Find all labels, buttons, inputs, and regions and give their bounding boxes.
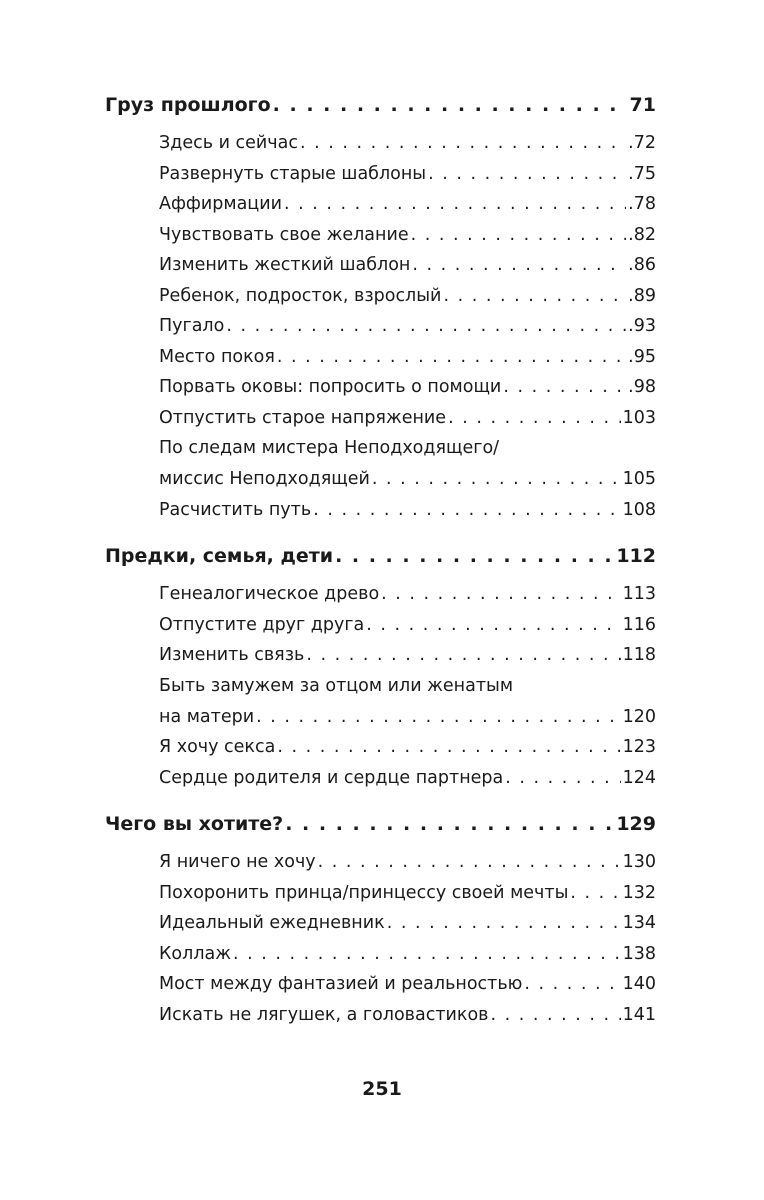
entry-title: Здесь и сейчас	[159, 133, 298, 153]
section-gap	[105, 525, 656, 535]
entry-page: 134	[622, 913, 656, 933]
toc-entry	[105, 250, 656, 281]
toc-section	[105, 90, 656, 525]
entry-title: миссис Неподходящей	[159, 469, 370, 489]
toc-entry	[105, 342, 656, 373]
toc-entry	[105, 495, 656, 526]
entry-title: Аффирмации	[159, 194, 282, 214]
entry-title: Мост между фантазией и реальностью	[159, 974, 523, 994]
entry-page: .95	[628, 346, 656, 367]
dot-leader	[428, 159, 626, 190]
dot-leader	[273, 90, 628, 120]
entry-title-line1: Быть замужем за отцом или женатым	[159, 675, 514, 696]
dot-leader	[411, 220, 627, 251]
table-of-contents	[105, 90, 656, 1030]
entry-page: .93	[628, 316, 656, 336]
toc-section	[105, 809, 656, 1030]
chapter-title: Чего вы хотите?	[105, 813, 284, 835]
chapter-heading	[105, 809, 656, 839]
entry-title: Место покоя	[159, 346, 275, 367]
toc-entry	[105, 610, 656, 641]
entry-page: 113	[622, 584, 656, 604]
toc-entry	[105, 908, 656, 939]
toc-entry	[105, 189, 656, 220]
entry-page: 116	[622, 614, 656, 635]
chapter-page: 129	[616, 813, 656, 835]
chapter-page: 71	[629, 94, 656, 116]
entry-title: Я ничего не хочу	[159, 852, 316, 872]
entry-title-line1: По следам мистера Неподходящего/	[159, 438, 500, 458]
entry-page: 108	[622, 499, 656, 520]
toc-entry	[105, 433, 656, 495]
dot-leader	[277, 342, 626, 373]
entry-title: Ребенок, подросток, взрослый	[159, 285, 442, 306]
toc-entry	[105, 220, 656, 251]
toc-section	[105, 541, 656, 793]
dot-leader	[284, 189, 626, 220]
entry-page: 120	[622, 706, 656, 727]
dot-leader	[233, 939, 621, 970]
dot-leader	[256, 702, 620, 733]
entry-title: Сердце родителя и сердце партнера	[159, 767, 504, 788]
dot-leader	[387, 908, 621, 939]
entry-page: .82	[628, 224, 656, 245]
dot-leader	[306, 640, 620, 671]
dot-leader	[285, 809, 614, 839]
entry-title: Отпустить старое напряжение	[159, 407, 447, 428]
toc-entry	[105, 311, 656, 342]
section-gap	[105, 793, 656, 803]
chapter-page: 112	[616, 545, 656, 567]
entry-page: 118	[622, 645, 656, 665]
dot-leader	[443, 281, 626, 312]
entry-page: .78	[628, 194, 656, 214]
toc-entry	[105, 159, 656, 190]
dot-leader	[503, 372, 626, 403]
entry-page: .75	[628, 163, 656, 184]
entry-title: Чувствовать свое желание	[159, 224, 409, 245]
entry-title: Порвать оковы: попросить о помощи	[159, 377, 502, 397]
entry-title: Идеальный ежедневник	[159, 913, 385, 933]
entry-page: 105	[622, 469, 656, 489]
toc-entry	[105, 847, 656, 878]
entry-page: 132	[622, 882, 656, 903]
entry-title: Искать не лягушек, а головастиков	[159, 1004, 489, 1025]
entry-title: Отпустите друг друга	[159, 614, 365, 635]
dot-leader	[226, 311, 626, 342]
chapter-title: Груз прошлого	[105, 94, 271, 116]
dot-leader	[570, 878, 620, 909]
toc-entry	[105, 281, 656, 312]
entry-page: 123	[622, 737, 656, 757]
toc-entry	[105, 939, 656, 970]
toc-entry	[105, 732, 656, 763]
toc-entry	[105, 1000, 656, 1031]
entry-page: 140	[622, 974, 656, 994]
toc-entry	[105, 640, 656, 671]
dot-leader	[505, 763, 620, 794]
dot-leader	[381, 579, 620, 610]
entry-title: Пугало	[159, 316, 225, 336]
dot-leader	[372, 464, 621, 495]
toc-entry	[105, 403, 656, 434]
dot-leader	[313, 495, 620, 526]
entry-title: Изменить жесткий шаблон	[159, 255, 411, 275]
dot-leader	[277, 732, 620, 763]
entry-page: .86	[628, 255, 656, 275]
dot-leader	[490, 1000, 620, 1031]
entry-page: .98	[628, 377, 656, 397]
chapter-heading	[105, 541, 656, 571]
entry-title: на матери	[159, 706, 255, 727]
chapter-title: Предки, семья, дети	[105, 545, 334, 567]
entry-page: 130	[622, 852, 656, 872]
toc-entry	[105, 128, 656, 159]
entry-page: .89	[628, 285, 656, 306]
toc-entry	[105, 878, 656, 909]
entry-page: 124	[622, 767, 656, 788]
entry-title: Расчистить путь	[159, 499, 312, 520]
toc-entry	[105, 671, 656, 733]
entry-title: Я хочу секса	[159, 737, 276, 757]
entry-title: Коллаж	[159, 943, 231, 964]
dot-leader	[412, 250, 626, 281]
entry-page: 138	[622, 943, 656, 964]
entry-title: Генеалогическое древо	[159, 584, 380, 604]
entry-title: Развернуть старые шаблоны	[159, 163, 427, 184]
toc-entry	[105, 372, 656, 403]
dot-leader	[300, 128, 626, 159]
dot-leader	[366, 610, 620, 641]
dot-leader	[524, 969, 620, 1000]
dot-leader	[335, 541, 614, 571]
entry-title: Похоронить принца/принцессу своей мечты	[159, 882, 569, 903]
toc-entry	[105, 579, 656, 610]
dot-leader	[448, 403, 621, 434]
chapter-heading	[105, 90, 656, 120]
entry-page: 103	[622, 407, 656, 428]
entry-title: Изменить связь	[159, 645, 305, 665]
toc-entry	[105, 969, 656, 1000]
dot-leader	[318, 847, 621, 878]
entry-page: .72	[628, 133, 656, 153]
toc-entry	[105, 763, 656, 794]
entry-page: 141	[622, 1004, 656, 1025]
page-number: 251	[362, 1078, 402, 1100]
